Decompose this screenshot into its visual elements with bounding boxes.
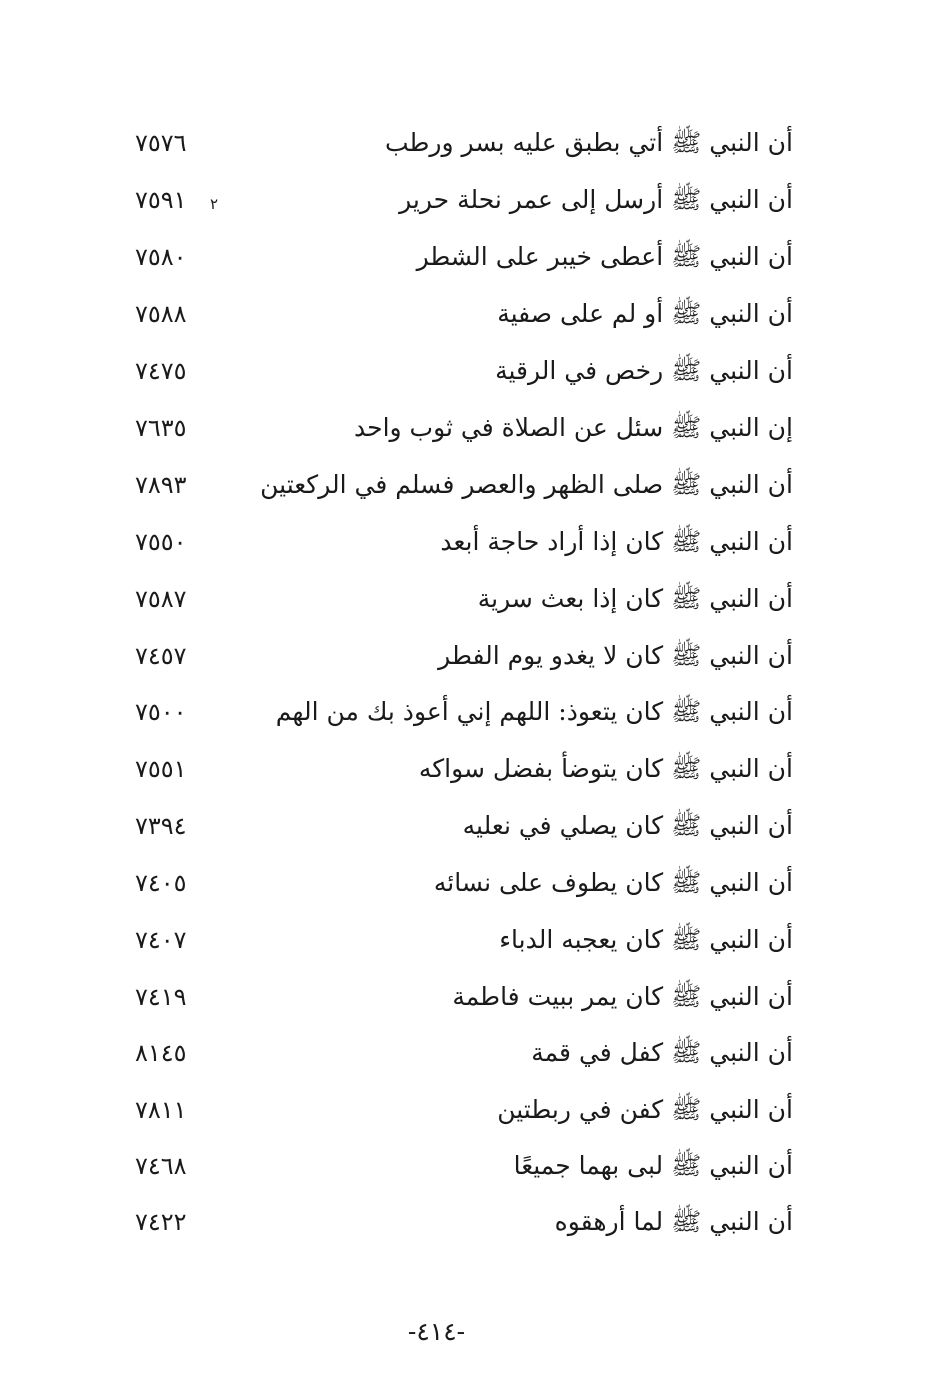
hadith-text: أن النبي ﷺ لما أرهقوه bbox=[554, 1207, 793, 1236]
hadith-text: أن النبي ﷺ أتي بطبق عليه بسر ورطب bbox=[384, 128, 793, 157]
index-entry bbox=[0, 465, 943, 505]
hadith-text: أن النبي ﷺ كان يطوف على نسائه bbox=[433, 868, 793, 897]
hadith-number: ٧٨٩٣ bbox=[135, 471, 187, 499]
hadith-number: ٧٥٩١ bbox=[135, 186, 187, 214]
hadith-text: إن النبي ﷺ سئل عن الصلاة في ثوب واحد bbox=[354, 413, 793, 442]
index-entry bbox=[0, 1033, 943, 1073]
hadith-number: ٧٦٣٥ bbox=[135, 414, 187, 442]
index-entry bbox=[0, 294, 943, 334]
hadith-text: أن النبي ﷺ أرسل إلى عمر نحلة حرير bbox=[399, 185, 793, 214]
index-entry bbox=[0, 977, 943, 1017]
hadith-text: أن النبي ﷺ كان يتوضأ بفضل سواكه bbox=[418, 754, 793, 783]
hadith-text: أن النبي ﷺ كفن في ربطتين bbox=[497, 1095, 793, 1124]
index-entry bbox=[0, 1146, 943, 1186]
hadith-number: ٧٤٧٥ bbox=[135, 357, 187, 385]
index-entry bbox=[0, 692, 943, 732]
footnote-mark: ٢ bbox=[210, 195, 219, 213]
index-entry bbox=[0, 579, 943, 619]
hadith-number: ٧٥٥٠ bbox=[135, 528, 187, 556]
index-entry bbox=[0, 351, 943, 391]
hadith-number: ٧٥٥١ bbox=[135, 755, 187, 783]
hadith-text: أن النبي ﷺ كفل في قمة bbox=[531, 1038, 793, 1067]
index-entry bbox=[0, 408, 943, 448]
hadith-number: ٧٥٨٧ bbox=[135, 585, 187, 613]
index-entry bbox=[0, 920, 943, 960]
hadith-number: ٧٤٠٧ bbox=[135, 926, 187, 954]
hadith-text: أن النبي ﷺ صلى الظهر والعصر فسلم في الركعتين bbox=[260, 470, 793, 499]
hadith-number: ٨١٤٥ bbox=[135, 1039, 187, 1067]
index-entry bbox=[0, 806, 943, 846]
hadith-text: أن النبي ﷺ كان لا يغدو يوم الفطر bbox=[438, 641, 793, 670]
hadith-text: أن النبي ﷺ كان إذا بعث سرية bbox=[477, 584, 793, 613]
hadith-text: أن النبي ﷺ أعطى خيبر على الشطر bbox=[416, 242, 793, 271]
hadith-number: ٧٤٥٧ bbox=[135, 642, 187, 670]
hadith-number: ٧٤١٩ bbox=[135, 983, 187, 1011]
hadith-text: أن النبي ﷺ رخص في الرقية bbox=[495, 356, 793, 385]
index-entry bbox=[0, 1090, 943, 1130]
hadith-number: ٧٥٨٠ bbox=[135, 243, 187, 271]
index-entry bbox=[0, 1202, 943, 1242]
hadith-number: ٧٨١١ bbox=[135, 1096, 187, 1124]
hadith-text: أن النبي ﷺ كان يعجبه الدباء bbox=[499, 925, 793, 954]
hadith-number: ٧٥٨٨ bbox=[135, 300, 187, 328]
index-entry bbox=[0, 749, 943, 789]
hadith-number: ٧٣٩٤ bbox=[135, 812, 187, 840]
index-entry bbox=[0, 522, 943, 562]
hadith-text: أن النبي ﷺ لبى بهما جميعًا bbox=[513, 1151, 793, 1180]
page-number: -٤١٤- bbox=[407, 1317, 466, 1346]
hadith-text: أن النبي ﷺ كان يمر ببيت فاطمة bbox=[452, 982, 793, 1011]
index-entry bbox=[0, 237, 943, 277]
hadith-text: أن النبي ﷺ أو لم على صفية bbox=[497, 299, 793, 328]
hadith-number: ٧٤٠٥ bbox=[135, 869, 187, 897]
hadith-number: ٧٥٠٠ bbox=[135, 698, 187, 726]
hadith-text: أن النبي ﷺ كان يصلي في نعليه bbox=[462, 811, 793, 840]
hadith-text: أن النبي ﷺ كان إذا أراد حاجة أبعد bbox=[440, 527, 793, 556]
index-entry bbox=[0, 180, 943, 220]
hadith-number: ٧٥٧٦ bbox=[135, 129, 187, 157]
index-entry bbox=[0, 863, 943, 903]
hadith-number: ٧٤٦٨ bbox=[135, 1152, 187, 1180]
hadith-number: ٧٤٢٢ bbox=[135, 1208, 187, 1236]
index-entry bbox=[0, 123, 943, 163]
index-entry bbox=[0, 636, 943, 676]
hadith-text: أن النبي ﷺ كان يتعوذ: اللهم إني أعوذ بك من الهم bbox=[275, 697, 793, 726]
